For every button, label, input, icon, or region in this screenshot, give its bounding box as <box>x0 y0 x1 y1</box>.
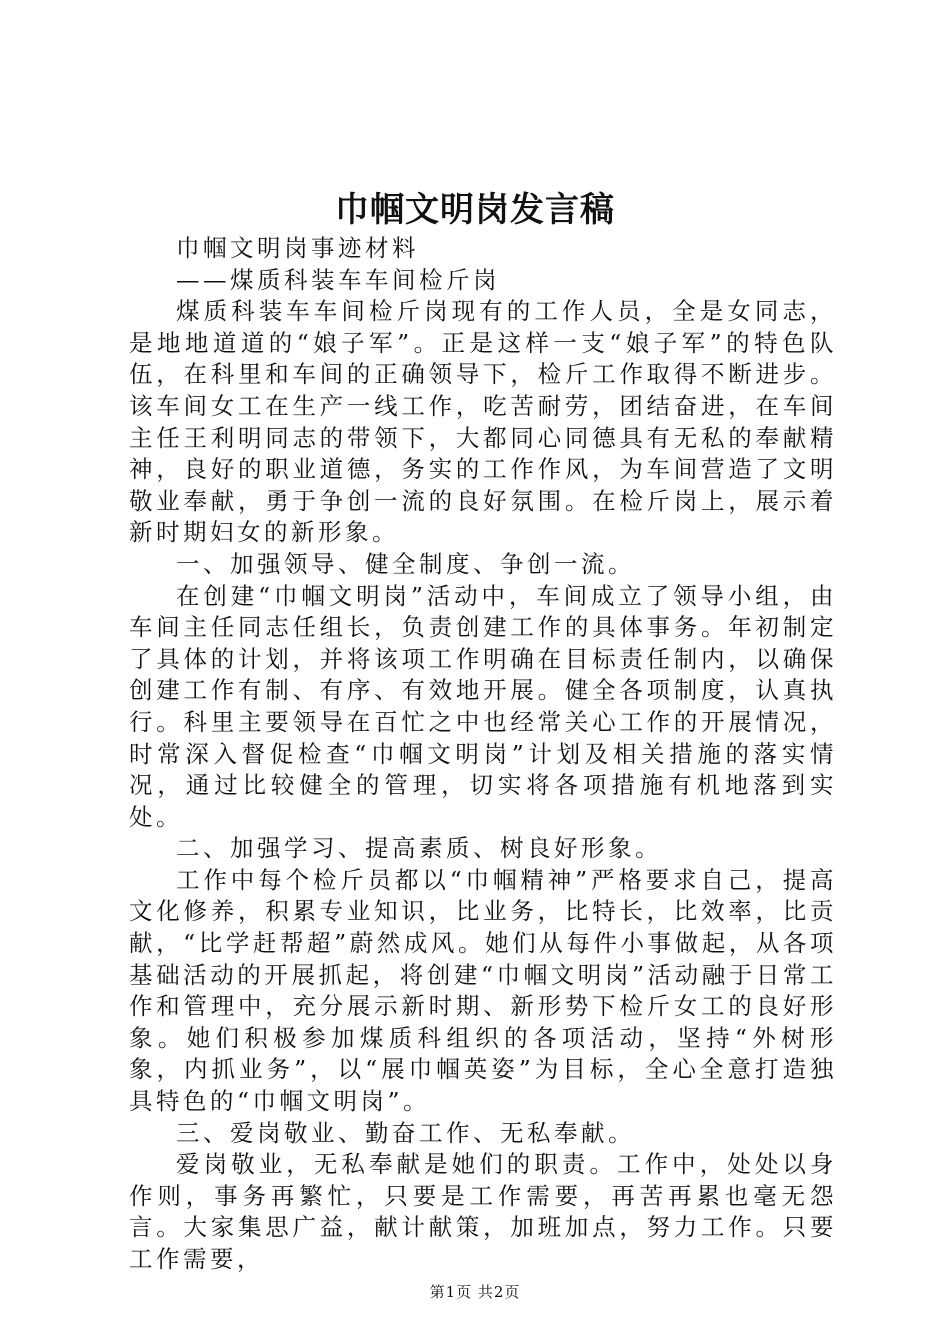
section-paragraph-2: 工作中每个检斤员都以“巾帼精神”严格要求自己，提高文化修养，积累专业知识，比业务，比特长，比效率，比贡献，“比学赶帮超”蔚然成风。她们从每件小事做起，从各项基础活动的开展抓起，将创建“巾帼文明岗”活动融于日常工作和管理中，充分展示新时期、新形势下检斤女工的良好形象。她们积极参加煤质科组织的各项活动，坚持“外树形象，内抓业务”，以“展巾帼英姿”为目标，全心全意打造独具特色的“巾帼文明岗”。 <box>129 865 837 1116</box>
department-paragraph: ——煤质科装车车间检斤岗 <box>176 265 500 294</box>
subtitle-paragraph: 巾帼文明岗事迹材料 <box>176 234 419 262</box>
page-footer: 第1页 共2页 <box>429 1283 521 1301</box>
section-heading-3: 三、爱岗敬业、勤奋工作、无私奉献。 <box>176 1118 635 1147</box>
document-body <box>129 233 837 1276</box>
intro-paragraph: 煤质科装车车间检斤岗现有的工作人员，全是女同志，是地地道道的“娘子军”。正是这样一支“娘子军”的特色队伍，在科里和车间的正确领导下，检斤工作取得不断进步。该车间女工在生产一线工作，吃苦耐劳，团结奋进，在车间主任王利明同志的带领下，大都同心同德具有无私的奉献精神，良好的职业道德，务实的工作作风，为车间营造了文明敬业奉献，勇于争创一流的良好氛围。在检斤岗上，展示着新时期妇女的新形象。 <box>129 297 837 547</box>
section-heading-2: 二、加强学习、提高素质、树良好形象。 <box>176 834 662 863</box>
section-paragraph-1: 在创建“巾帼文明岗”活动中，车间成立了领导小组，由车间主任同志任组长，负责创建工作的具体事务。年初制定了具体的计划，并将该项工作明确在目标责任制内，以确保创建工作有制、有序、有效地开展。健全各项制度，认真执行。科里主要领导在百忙之中也经常关心工作的开展情况，时常深入督促检查“巾帼文明岗”计划及相关措施的落实情况，通过比较健全的管理，切实将各项措施有机地落到实处。 <box>129 581 837 831</box>
section-paragraph-3: 爱岗敬业，无私奉献是她们的职责。工作中，处处以身作则，事务再繁忙，只要是工作需要，再苦再累也毫无怨言。大家集思广益，献计献策，加班加点，努力工作。只要工作需要， <box>129 1150 837 1273</box>
document-title: 巾帼文明岗发言稿 <box>335 190 615 230</box>
section-heading-1: 一、加强领导、健全制度、争创一流。 <box>176 549 635 578</box>
